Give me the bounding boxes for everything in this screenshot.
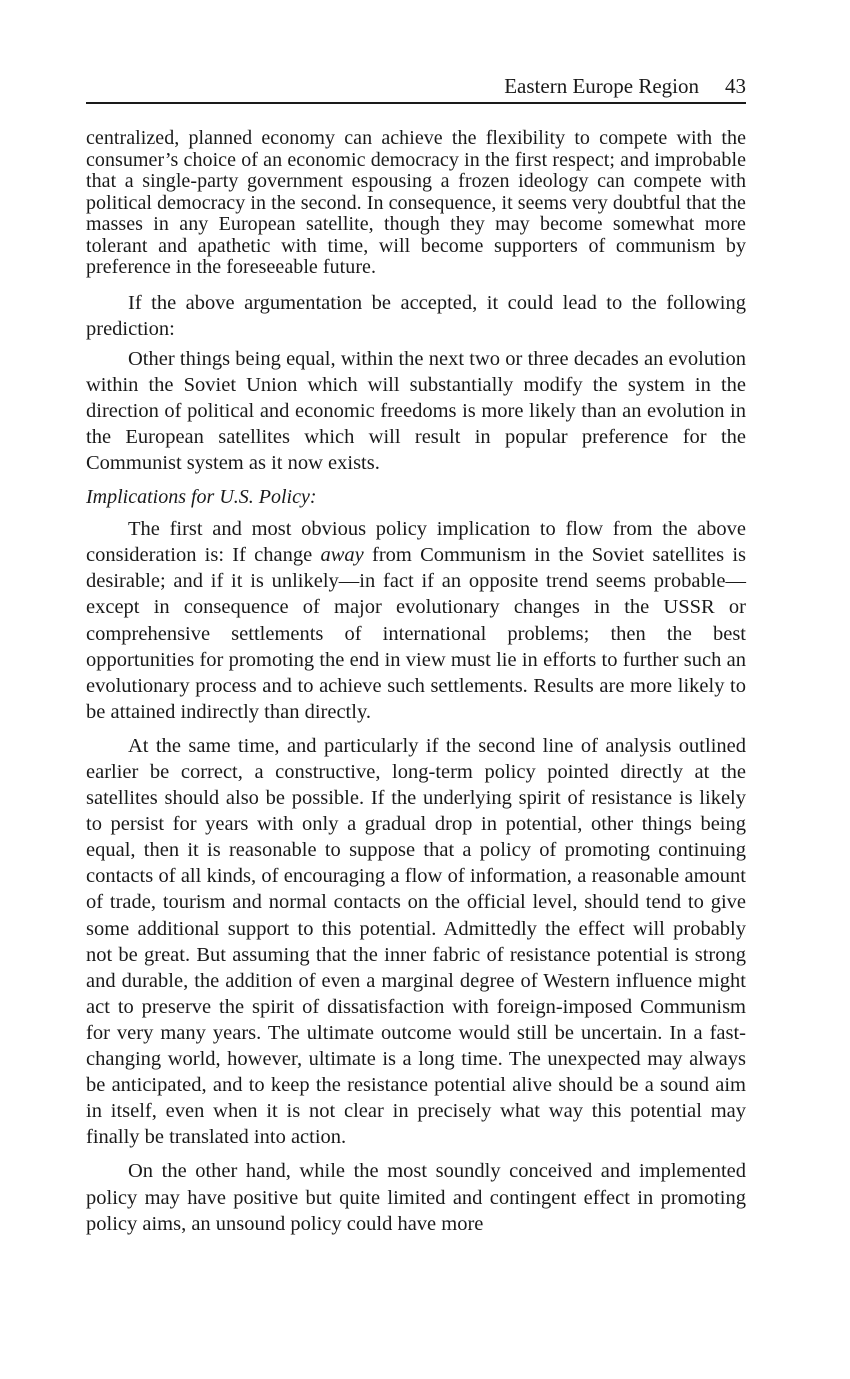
- paragraph-prediction: Other things being equal, within the next two or three decades an evolution within the Soviet Union which will substantially modify the system in the direction of political and economic freedoms is more likely than an evolution in the European satellites which will result in popular preference for the Communist system as it now exists.: [86, 347, 746, 475]
- paragraph-long-term-policy: At the same time, and particularly if the second line of analysis outlined earlier be correct, a constructive, long-term policy pointed directly at the satellites should also be possible. If the underlying spirit of resistance is likely to persist for years with only a gradual drop in potential, other things being equal, then it is reasonable to suppose that a policy of promoting continuing contacts of all kinds, of encouraging a flow of information, a reasonable amount of trade, tourism and normal contacts on the official level, should tend to give some additional support to this potential. Admittedly the effect will probably not be great. But assuming that the inner fabric of resistance potential is strong and durable, the addition of even a marginal degree of Western influence might act to preserve the spirit of dissatisfaction with foreign-imposed Communism for very many years. The ultimate outcome would still be uncertain. In a fast-changing world, however, ultimate is a long time. The unexpected may always be anticipated, and to keep the resistance potential alive should be a sound aim in itself, even when it is not clear in precisely what way this potential may finally be translated into action.: [86, 734, 746, 1149]
- running-header: [86, 74, 746, 102]
- emphasis-text: away: [320, 544, 364, 567]
- page-number: 43: [725, 74, 746, 98]
- paragraph-argumentation: If the above argumentation be accepted, it could lead to the following prediction:: [86, 291, 746, 340]
- paragraph-policy-implication: [86, 516, 746, 725]
- header-rule: [86, 102, 746, 104]
- paragraph-text: The first and most obvious policy implication to flow from the above consideration is: If change: [86, 518, 746, 567]
- paragraph-unsound-policy: On the other hand, while the most soundly conceived and implemented policy may have positive but quite limited and contingent effect in promoting policy aims, an unsound policy could have more: [86, 1160, 746, 1235]
- paragraph-text: from Communism in the Soviet satellites is desirable; and if it is unlikely—in fact if an opposite trend seems probable—except in consequence of major evolutionary changes in the USSR or comprehensive settlements of international problems; then the best opportunities for promoting the end in view must lie in efforts to further such an evolutionary process and to achieve such settlements. Results are more likely to be attained indirectly than directly.: [86, 544, 746, 723]
- section-heading: Implications for U.S. Policy:: [86, 486, 317, 509]
- page-body: [86, 128, 746, 1237]
- paragraph-continued: centralized, planned economy can achieve the flexibility to compete with the consumer’s choice of an economic democracy in the first respect; and improbable that a single-party government espousing a frozen ideology can compete with political democracy in the second. In consequence, it seems very doubtful that the masses in any European satellite, though they may become somewhat more tolerant and apathetic with time, will become supporters of communism by preference in the foreseeable future.: [86, 127, 746, 278]
- running-title: Eastern Europe Region: [504, 74, 699, 98]
